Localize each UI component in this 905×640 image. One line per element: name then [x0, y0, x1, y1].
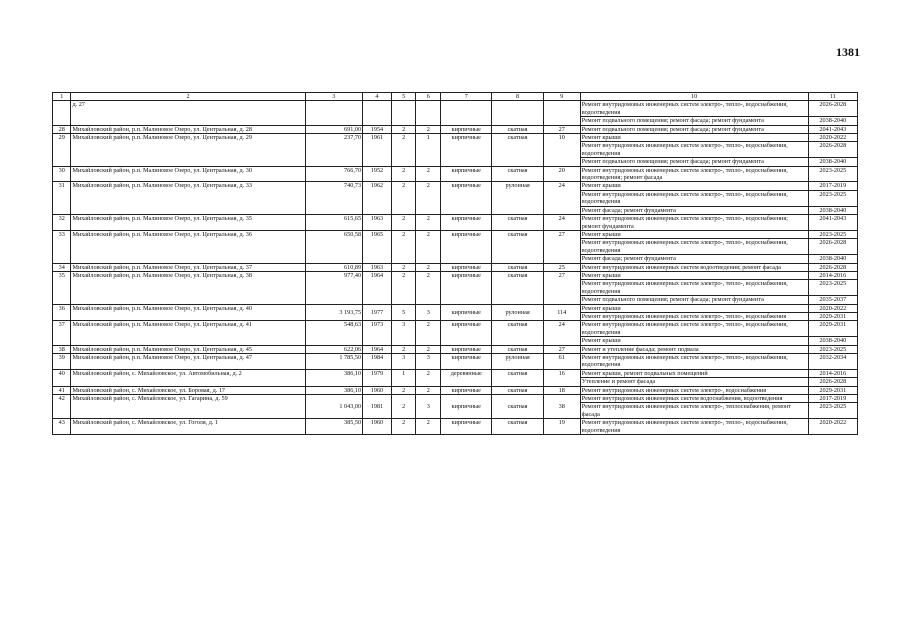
address-cell: Михайловский район, р.п. Малиновое Озеро, ул. Центральная, д. 40 — [71, 304, 305, 321]
period-cell: 2023-2025 — [808, 280, 857, 296]
year-cell — [363, 101, 392, 125]
wall-material-cell: кирпичные — [441, 215, 492, 231]
roof-type-cell: скатная — [492, 263, 543, 271]
table-row — [53, 321, 858, 337]
period-cell: 2032-2034 — [808, 354, 857, 370]
period-cell: 2014-2016 — [808, 369, 857, 377]
row-number: 36 — [53, 304, 71, 321]
table-row — [53, 369, 858, 377]
entrances-cell: 2 — [416, 166, 441, 182]
wall-material-cell: кирпичные — [441, 166, 492, 182]
header-cell: 4 — [363, 93, 392, 101]
roof-type-cell: скатная — [492, 345, 543, 353]
wall-material-cell: кирпичные — [441, 386, 492, 394]
work-description-cell: Ремонт крыши — [580, 337, 808, 345]
apartments-cell: 114 — [543, 304, 580, 321]
address-cell: Михайловский район, р.п. Малиновое Озеро, ул. Центральная, д. 38 — [71, 271, 305, 304]
period-cell: 2020-2022 — [808, 419, 857, 435]
entrances-cell: 2 — [416, 369, 441, 386]
apartments-cell: 24 — [543, 182, 580, 215]
work-description-cell: Ремонт внутридомовых инженерных систем электро-, тепло-, водоснабжения, водоотведения — [580, 190, 808, 206]
work-description-cell: Ремонт фасада; ремонт фундамента — [580, 255, 808, 263]
wall-material-cell: кирпичные — [441, 271, 492, 304]
period-cell: 2029-2031 — [808, 321, 857, 337]
floors-cell: 3 — [391, 321, 416, 345]
entrances-cell: 3 — [416, 354, 441, 370]
work-description-cell: Ремонт крыши, ремонт подвальных помещений — [580, 369, 808, 377]
area-cell: 622,06 — [305, 345, 363, 353]
table-row — [53, 125, 858, 133]
row-number: 28 — [53, 125, 71, 133]
wall-material-cell: кирпичные — [441, 395, 492, 419]
work-description-cell: Ремонт крыши — [580, 134, 808, 142]
address-cell: Михайловский район, р.п. Малиновое Озеро, ул. Центральная, д. 45 — [71, 345, 305, 353]
entrances-cell: 2 — [416, 419, 441, 435]
period-cell: 2041-2043 — [808, 215, 857, 231]
area-cell: 385,50 — [305, 419, 363, 435]
wall-material-cell: кирпичные — [441, 263, 492, 271]
period-cell: 2029-2031 — [808, 312, 857, 320]
apartments-cell: 27 — [543, 345, 580, 353]
apartments-cell: 27 — [543, 125, 580, 133]
apartments-cell: 20 — [543, 166, 580, 182]
row-number: 41 — [53, 386, 71, 394]
period-cell: 2038-2040 — [808, 255, 857, 263]
wall-material-cell: кирпичные — [441, 134, 492, 167]
address-cell: Михайловский район, р.п. Малиновое Озеро, ул. Центральная, д. 29 — [71, 134, 305, 167]
address-cell: Михайловский район, р.п. Малиновое Озеро, ул. Центральная, д. 36 — [71, 230, 305, 263]
table-row — [53, 134, 858, 142]
year-cell: 1960 — [363, 419, 392, 435]
row-number: 37 — [53, 321, 71, 345]
floors-cell: 2 — [391, 386, 416, 394]
floors-cell: 2 — [391, 166, 416, 182]
work-description-cell: Ремонт внутридомовых инженерных систем электро-, тепло-, водоснабжения, водоотведения — [580, 239, 808, 255]
year-cell: 1964 — [363, 271, 392, 304]
header-cell: 10 — [580, 93, 808, 101]
address-cell: Михайловский район, с. Михайловское, ул. Гагарина, д. 59 — [71, 395, 305, 419]
wall-material-cell: деревянные — [441, 369, 492, 386]
table-body — [53, 93, 858, 435]
area-cell: 740,73 — [305, 182, 363, 215]
work-description-cell: Ремонт подвального помещения; ремонт фасада; ремонт фундамента — [580, 117, 808, 125]
year-cell: 1960 — [363, 386, 392, 394]
area-cell: 610,89 — [305, 263, 363, 271]
roof-type-cell: скатная — [492, 386, 543, 394]
period-cell: 2026-2028 — [808, 239, 857, 255]
floors-cell: 1 — [391, 369, 416, 386]
apartments-cell: 27 — [543, 271, 580, 304]
apartments-cell: 27 — [543, 230, 580, 263]
page-number: 1381 — [836, 45, 860, 59]
work-description-cell: Ремонт внутридомовых инженерных систем электро-, тепло-, водоснабжения, водоотведения — [580, 354, 808, 370]
entrances-cell: 2 — [416, 386, 441, 394]
work-description-cell: Ремонт подвального помещения; ремонт фасада; ремонт фундамента — [580, 158, 808, 166]
floors-cell — [391, 101, 416, 125]
address-cell: Михайловский район, р.п. Малиновое Озеро, ул. Центральная, д. 30 — [71, 166, 305, 182]
apartments-cell: 61 — [543, 354, 580, 370]
area-cell: 1 785,50 — [305, 354, 363, 370]
roof-type-cell: скатная — [492, 134, 543, 167]
roof-type-cell: скатная — [492, 395, 543, 419]
floors-cell: 2 — [391, 395, 416, 419]
entrances-cell: 3 — [416, 304, 441, 321]
floors-cell: 2 — [391, 182, 416, 215]
row-number: 39 — [53, 354, 71, 370]
apartments-cell: 24 — [543, 321, 580, 345]
address-cell: Михайловский район, р.п. Малиновое Озеро, ул. Центральная, д. 33 — [71, 182, 305, 215]
header-cell: 7 — [441, 93, 492, 101]
floors-cell: 2 — [391, 125, 416, 133]
period-cell: 2026-2028 — [808, 142, 857, 158]
period-cell: 2035-2037 — [808, 296, 857, 304]
entrances-cell: 2 — [416, 271, 441, 304]
work-description-cell: Ремонт внутридомовых инженерных систем электро-, тепло-, водоснабжения, водоотведения — [580, 419, 808, 435]
area-cell: 1 043,00 — [305, 395, 363, 419]
header-cell: 9 — [543, 93, 580, 101]
roof-type-cell: скатная — [492, 166, 543, 182]
roof-type-cell: скатная — [492, 230, 543, 263]
table-row — [53, 230, 858, 238]
entrances-cell: 1 — [416, 134, 441, 167]
header-cell: 6 — [416, 93, 441, 101]
period-cell: 2014-2016 — [808, 271, 857, 279]
wall-material-cell: кирпичные — [441, 182, 492, 215]
table-row — [53, 182, 858, 190]
entrances-cell: 2 — [416, 345, 441, 353]
floors-cell: 5 — [391, 304, 416, 321]
address-cell: Михайловский район, р.п. Малиновое Озеро, ул. Центральная, д. 37 — [71, 263, 305, 271]
wall-material-cell: кирпичные — [441, 304, 492, 321]
header-cell: 11 — [808, 93, 857, 101]
work-description-cell: Ремонт фасада; ремонт фундамента — [580, 206, 808, 214]
work-description-cell: Ремонт внутридомовых инженерных систем электро-, тепло-, водоснабжения, водоотведения — [580, 321, 808, 337]
row-number: 29 — [53, 134, 71, 167]
work-description-cell: Утепление и ремонт фасада — [580, 378, 808, 386]
roof-type-cell: скатная — [492, 125, 543, 133]
row-number: 33 — [53, 230, 71, 263]
floors-cell: 2 — [391, 230, 416, 263]
entrances-cell: 2 — [416, 263, 441, 271]
address-cell: Михайловский район, р.п. Малиновое Озеро, ул. Центральная, д. 41 — [71, 321, 305, 345]
apartments-cell: 16 — [543, 369, 580, 386]
entrances-cell: 2 — [416, 321, 441, 345]
area-cell: 548,63 — [305, 321, 363, 345]
work-description-cell: Ремонт внутридомовых инженерных систем электро-, тепло-, водоснабжения — [580, 312, 808, 320]
period-cell: 2023-2025 — [808, 190, 857, 206]
area-cell: 691,00 — [305, 125, 363, 133]
wall-material-cell: кирпичные — [441, 345, 492, 353]
roof-type-cell: рулонная — [492, 304, 543, 321]
roof-type-cell: скатная — [492, 419, 543, 435]
table-row — [53, 101, 858, 117]
work-description-cell: Ремонт крыши — [580, 182, 808, 190]
year-cell: 1962 — [363, 182, 392, 215]
row-number: 38 — [53, 345, 71, 353]
entrances-cell: 2 — [416, 125, 441, 133]
period-cell: 2038-2040 — [808, 337, 857, 345]
apartments-cell — [543, 101, 580, 125]
address-cell: Михайловский район, р.п. Малиновое Озеро, ул. Центральная, д. 47 — [71, 354, 305, 370]
floors-cell: 2 — [391, 134, 416, 167]
work-description-cell: Ремонт внутридомовых инженерных систем электро-, тепло-, водоснабжения, водоотведения — [580, 142, 808, 158]
row-number: 30 — [53, 166, 71, 182]
work-description-cell: Ремонт внутридомовых инженерных систем электро-, тепло-, водоснабжения, водоотведения; ремонт фасада — [580, 166, 808, 182]
period-cell: 2023-2025 — [808, 403, 857, 419]
floors-cell: 2 — [391, 419, 416, 435]
apartments-cell: 24 — [543, 215, 580, 231]
period-cell: 2041-2043 — [808, 125, 857, 133]
roof-type-cell: рулонная — [492, 182, 543, 215]
wall-material-cell: кирпичные — [441, 419, 492, 435]
wall-material-cell: кирпичные — [441, 230, 492, 263]
table-row — [53, 166, 858, 182]
area-cell — [305, 101, 363, 125]
table-row — [53, 386, 858, 394]
period-cell: 2038-2040 — [808, 117, 857, 125]
address-cell: д. 27 — [71, 101, 305, 125]
entrances-cell: 3 — [416, 395, 441, 419]
floors-cell: 2 — [391, 345, 416, 353]
year-cell: 1964 — [363, 345, 392, 353]
period-cell: 2026-2028 — [808, 263, 857, 271]
table-row — [53, 419, 858, 435]
row-number — [53, 101, 71, 125]
period-cell: 2026-2028 — [808, 378, 857, 386]
roof-type-cell: скатная — [492, 215, 543, 231]
roof-type-cell — [492, 101, 543, 125]
area-cell: 386,10 — [305, 369, 363, 386]
year-cell: 1954 — [363, 125, 392, 133]
year-cell: 1963 — [363, 215, 392, 231]
entrances-cell: 2 — [416, 230, 441, 263]
area-cell: 3 193,75 — [305, 304, 363, 321]
wall-material-cell: кирпичные — [441, 354, 492, 370]
register-table — [52, 92, 858, 435]
header-cell: 2 — [71, 93, 305, 101]
apartments-cell: 18 — [543, 386, 580, 394]
apartments-cell: 25 — [543, 263, 580, 271]
area-cell: 650,58 — [305, 230, 363, 263]
header-cell: 3 — [305, 93, 363, 101]
work-description-cell: Ремонт подвального помещения; ремонт фасада; ремонт фундамента — [580, 296, 808, 304]
row-number: 35 — [53, 271, 71, 304]
floors-cell: 2 — [391, 271, 416, 304]
work-description-cell: Ремонт внутридомовых инженерных систем электро-, тепло-, водоснабжения; ремонт фундамента — [580, 215, 808, 231]
entrances-cell: 2 — [416, 215, 441, 231]
period-cell: 2038-2040 — [808, 206, 857, 214]
year-cell: 1977 — [363, 304, 392, 321]
work-description-cell: Ремонт внутридомовых инженерных систем электро-, тепло-, водоснабжения, водоотведения — [580, 280, 808, 296]
roof-type-cell: скатная — [492, 369, 543, 386]
header-cell: 8 — [492, 93, 543, 101]
work-description-cell: Ремонт внутридомовых инженерных систем водоснабжения, водоотведения — [580, 395, 808, 403]
work-description-cell: Ремонт и утепление фасада; ремонт подвала — [580, 345, 808, 353]
row-number: 43 — [53, 419, 71, 435]
floors-cell: 2 — [391, 215, 416, 231]
period-cell: 2026-2028 — [808, 101, 857, 117]
period-cell: 2020-2022 — [808, 134, 857, 142]
table-row — [53, 271, 858, 279]
work-description-cell: Ремонт внутридомовых инженерных систем электро-, теплоснабжения, ремонт фасада — [580, 403, 808, 419]
apartments-cell: 19 — [543, 419, 580, 435]
work-description-cell: Ремонт крыши — [580, 304, 808, 312]
table-row — [53, 354, 858, 370]
floors-cell: 3 — [391, 354, 416, 370]
apartments-cell: 38 — [543, 395, 580, 419]
wall-material-cell — [441, 101, 492, 125]
address-cell: Михайловский район, р.п. Малиновое Озеро, ул. Центральная, д. 35 — [71, 215, 305, 231]
period-cell: 2023-2025 — [808, 166, 857, 182]
row-number: 42 — [53, 395, 71, 419]
work-description-cell: Ремонт внутридомовых инженерных систем водоотведения; ремонт фасада — [580, 263, 808, 271]
year-cell: 1965 — [363, 230, 392, 263]
row-number: 32 — [53, 215, 71, 231]
period-cell: 2017-2019 — [808, 395, 857, 403]
period-cell: 2038-2040 — [808, 158, 857, 166]
year-cell: 1979 — [363, 369, 392, 386]
address-cell: Михайловский район, с. Михайловское, ул. Гоголя, д. 1 — [71, 419, 305, 435]
entrances-cell: 2 — [416, 182, 441, 215]
year-cell: 1984 — [363, 354, 392, 370]
row-number: 40 — [53, 369, 71, 386]
roof-type-cell: скатная — [492, 321, 543, 345]
period-cell: 2023-2025 — [808, 345, 857, 353]
area-cell: 237,70 — [305, 134, 363, 167]
table-row — [53, 304, 858, 312]
address-cell: Михайловский район, с. Михайловское, ул. Боровая, д. 17 — [71, 386, 305, 394]
wall-material-cell: кирпичные — [441, 321, 492, 345]
period-cell: 2020-2022 — [808, 304, 857, 312]
address-cell: Михайловский район, р.п. Малиновое Озеро, ул. Центральная, д. 28 — [71, 125, 305, 133]
work-description-cell: Ремонт внутридомовых инженерных систем электро-, водоснабжения — [580, 386, 808, 394]
floors-cell: 2 — [391, 263, 416, 271]
header-cell: 1 — [53, 93, 71, 101]
area-cell: 766,70 — [305, 166, 363, 182]
address-cell: Михайловский район, с. Михайловское, ул. Автомобильная, д. 2 — [71, 369, 305, 386]
area-cell: 615,65 — [305, 215, 363, 231]
row-number: 31 — [53, 182, 71, 215]
roof-type-cell: рулонная — [492, 354, 543, 370]
table-row — [53, 395, 858, 403]
table-row — [53, 345, 858, 353]
work-description-cell: Ремонт крыши — [580, 271, 808, 279]
work-description-cell: Ремонт крыши — [580, 230, 808, 238]
table-row — [53, 215, 858, 231]
area-cell: 386,10 — [305, 386, 363, 394]
area-cell: 977,40 — [305, 271, 363, 304]
wall-material-cell: кирпичные — [441, 125, 492, 133]
entrances-cell — [416, 101, 441, 125]
header-cell: 5 — [391, 93, 416, 101]
roof-type-cell: скатная — [492, 271, 543, 304]
apartments-cell: 10 — [543, 134, 580, 167]
year-cell: 1973 — [363, 321, 392, 345]
year-cell: 1961 — [363, 134, 392, 167]
work-description-cell: Ремонт внутридомовых инженерных систем электро-, тепло-, водоснабжения, водоотведения — [580, 101, 808, 117]
work-description-cell: Ремонт подвального помещения; ремонт фасада; ремонт фундамента — [580, 125, 808, 133]
year-cell: 1952 — [363, 166, 392, 182]
period-cell: 2017-2019 — [808, 182, 857, 190]
table-row — [53, 263, 858, 271]
year-cell: 1963 — [363, 263, 392, 271]
row-number: 34 — [53, 263, 71, 271]
period-cell: 2023-2025 — [808, 230, 857, 238]
year-cell: 1981 — [363, 395, 392, 419]
header-row — [53, 93, 858, 101]
period-cell: 2029-2031 — [808, 386, 857, 394]
